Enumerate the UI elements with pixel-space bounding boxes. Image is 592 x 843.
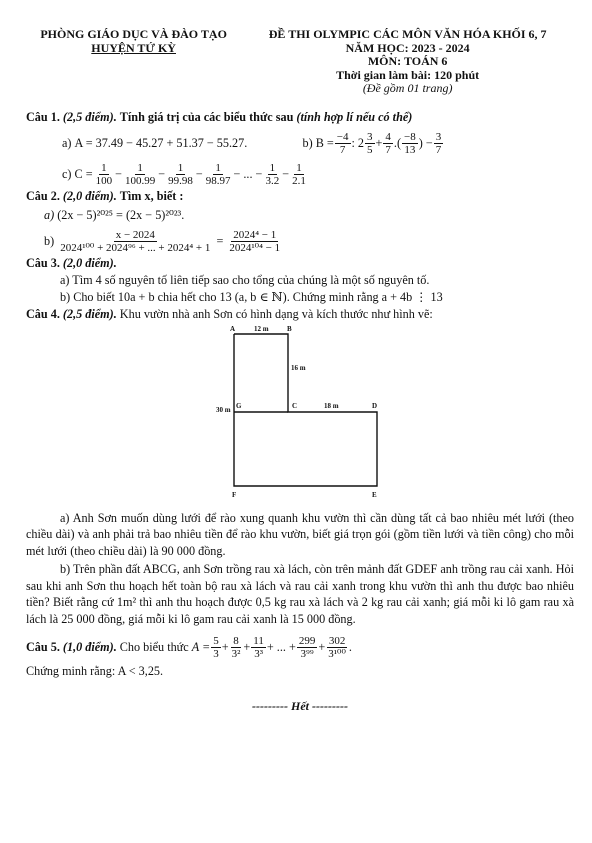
q4-prompt: Khu vườn nhà anh Sơn có hình dạng và kích thước như hình vẽ: [119, 306, 433, 321]
q3-label: Câu 3. [26, 255, 60, 270]
pages-note: (Đề gồm 01 trang) [362, 81, 453, 95]
q5-label: Câu 5. [26, 640, 60, 654]
question-5: Câu 5. (1,0 điểm). Cho biểu thức A = $\frac{5}{3}$ + $\frac{8}{\text{3²}}$ + $\frac{11}{\text{3³}}$ + ... + $\frac{299}{\text{3⁹⁹}}$ + $\frac{302}{\text{3¹⁰⁰}}$ . [26, 635, 352, 660]
q1c-term-1: $\frac{1}{100}$ [95, 161, 113, 187]
q1b-prefix: B = [315, 135, 334, 150]
garden-figure [26, 326, 592, 506]
q1c-prefix: C = [74, 166, 93, 181]
q1b-frac-2: $\frac{3}{5}$ [367, 130, 373, 156]
q1b-frac-1: $\frac{-4}{7}$ [336, 130, 349, 156]
q2b-rhs: $\frac{\text{2024⁴ − 1}}{\text{2024¹⁰⁴ − 1}}$ [229, 228, 281, 254]
q2-prompt: Tìm x, biết : [119, 188, 184, 203]
point-g: G [236, 401, 242, 410]
q1c-term-4: $\frac{1}{98.97}$ [205, 161, 231, 187]
length-ab: 12 m [254, 325, 269, 333]
q2-points: (2,0 điểm). [62, 188, 117, 203]
q1-row-c: c) C = $\frac{1}{100}$ − $\frac{1}{100.99}$ − $\frac{1}{99.98}$ − $\frac{1}{98.97}$ − ... − $\frac{1}{3.2}$ − $\frac{1}{2.1}$ [62, 161, 306, 187]
q1c-term-2: $\frac{1}{100.99}$ [124, 161, 156, 187]
duration: Thời gian làm bài: 120 phút [336, 67, 480, 82]
point-f: F [232, 490, 237, 499]
q4-label: Câu 4. [26, 306, 60, 321]
point-b: B [287, 325, 292, 333]
q2-label: Câu 2. [26, 188, 60, 203]
q2a-expr: (2x − 5)²⁰²⁵ = (2x − 5)²⁰²³. [57, 207, 185, 222]
q1a-expr: A = 37.49 − 45.27 + 51.37 − 55.27. [74, 135, 248, 150]
department-name: PHÒNG GIÁO DỤC VÀ ĐÀO TẠO [40, 27, 227, 41]
q5-term-1: $\frac{5}{3}$ [213, 635, 219, 660]
school-year: NĂM HỌC: 2023 - 2024 [345, 40, 470, 55]
q1c-term-6: $\frac{1}{2.1}$ [292, 161, 306, 187]
q5-prove: Chứng minh rằng: A < 3,25. [26, 664, 164, 678]
question-3 [26, 256, 574, 271]
q1-row-ab: a) A = 37.49 − 45.27 + 51.37 − 55.27. b) B = $\frac{-4}{7}$ : 2 $\frac{3}{5}$ + $\frac{4}{7}$ .( $\frac{-8}{13}$ ) − $\frac{3}{7}$ [62, 130, 442, 156]
q1b-frac-5: $\frac{3}{7}$ [435, 130, 442, 156]
q1b-frac-4: $\frac{-8}{13}$ [404, 130, 416, 156]
q5-term-4: $\frac{299}{\text{3⁹⁹}}$ [298, 635, 316, 660]
point-c: C [292, 401, 298, 410]
point-d: D [372, 401, 378, 410]
q3-b: b) Cho biết 10a + b chia hết cho 13 (a, b ∈ ℕ). Chứng minh rằng a + 4b ⋮ 13 [60, 289, 443, 304]
q5-prompt: Cho biểu thức [119, 640, 189, 654]
garden-outline [234, 334, 377, 486]
q1-points: (2,5 điểm). [62, 109, 117, 124]
question-2 [26, 189, 574, 204]
header-left [26, 28, 241, 96]
question-1 [26, 110, 574, 125]
header [26, 28, 574, 96]
q1b-frac-3: $\frac{4}{7}$ [385, 130, 391, 156]
q5-term-2: $\frac{8}{\text{3²}}$ [231, 635, 241, 660]
header-right [241, 28, 574, 96]
q5-term-5: $\frac{302}{\text{3¹⁰⁰}}$ [328, 635, 346, 660]
length-af: 30 m [216, 405, 231, 414]
garden-diagram [26, 326, 586, 506]
q1-label: Câu 1. [26, 109, 60, 124]
q1b-label: b) [302, 135, 313, 150]
exam-title: ĐỀ THI OLYMPIC CÁC MÔN VĂN HÓA KHỐI 6, 7 [268, 27, 547, 41]
district-name: HUYỆN TỨ KỲ [91, 40, 176, 55]
q3-a: a) Tìm 4 số nguyên tố liên tiếp sao cho tổng của chúng là một số nguyên tố. [60, 272, 430, 287]
end-marker: --------- Hết --------- [252, 699, 348, 713]
q2-b: b) $\frac{x - 2024}{\text{2024¹⁰⁰ + 2024⁹⁶ + ... + 2024⁴ + 1}}$ = $\frac{\text{2024⁴ − 1}}{\text{2024¹⁰⁴ − 1}}$ [44, 228, 281, 254]
length-bc: 16 m [291, 363, 306, 372]
q1c-term-5: $\frac{1}{3.2}$ [265, 161, 280, 187]
q2b-lhs: $\frac{x - 2024}{\text{2024¹⁰⁰ + 2024⁹⁶ + ... + 2024⁴ + 1}}$ [60, 228, 211, 254]
point-e: E [372, 490, 377, 499]
point-a: A [230, 325, 236, 333]
q5-term-3: $\frac{11}{\text{3³}}$ [253, 635, 264, 660]
q5-points: (1,0 điểm). [62, 640, 117, 654]
q4-b: b) Trên phần đất ABCG, anh Sơn trồng rau xà lách, còn trên mảnh đất GDEF anh trồng rau cải xanh. Hỏi sau khi anh Sơn thu hoạch hết toàn bộ rau xà lách và rau cải xanh trong khu vườn thì anh thu được bao nhiêu tiền? Biết rằng cứ 1m² thì anh thu hoạch được 0,5 kg rau xà lách và 2 kg rau cải xanh; giá mỗi ki lô gam rau xà lách là 25 000 đồng, giá mỗi ki lô gam rau cải xanh là 15 000 đồng. [26, 562, 574, 626]
q1a-label: a) [62, 135, 72, 150]
q4-a: a) Anh Sơn muốn dùng lưới để rào xung quanh khu vườn thì cần dùng tất cả bao nhiêu mét lưới (theo chiều dài) và anh phải trả bao nhiêu tiền để rào khu vườn, biết giá trọn gói (gồm tiền lưới và tiền công) cho mỗi mét lưới (theo chiều dài) là 90 000 đồng. [26, 510, 574, 558]
q4-points: (2,5 điểm). [62, 306, 117, 321]
q1c-term-3: $\frac{1}{99.98}$ [168, 161, 193, 187]
q1-prompt: Tính giá trị của các biểu thức sau [119, 109, 294, 124]
subject: MÔN: TOÁN 6 [367, 54, 448, 68]
q3-points: (2,0 điểm). [62, 255, 117, 270]
q1-hint: (tính hợp lí nếu có thể) [296, 109, 413, 124]
q2-a: a) (2x − 5)²⁰²⁵ = (2x − 5)²⁰²³. [44, 207, 185, 222]
question-4 [26, 307, 574, 322]
q1c-label: c) [62, 166, 72, 181]
length-cd: 18 m [324, 401, 339, 410]
